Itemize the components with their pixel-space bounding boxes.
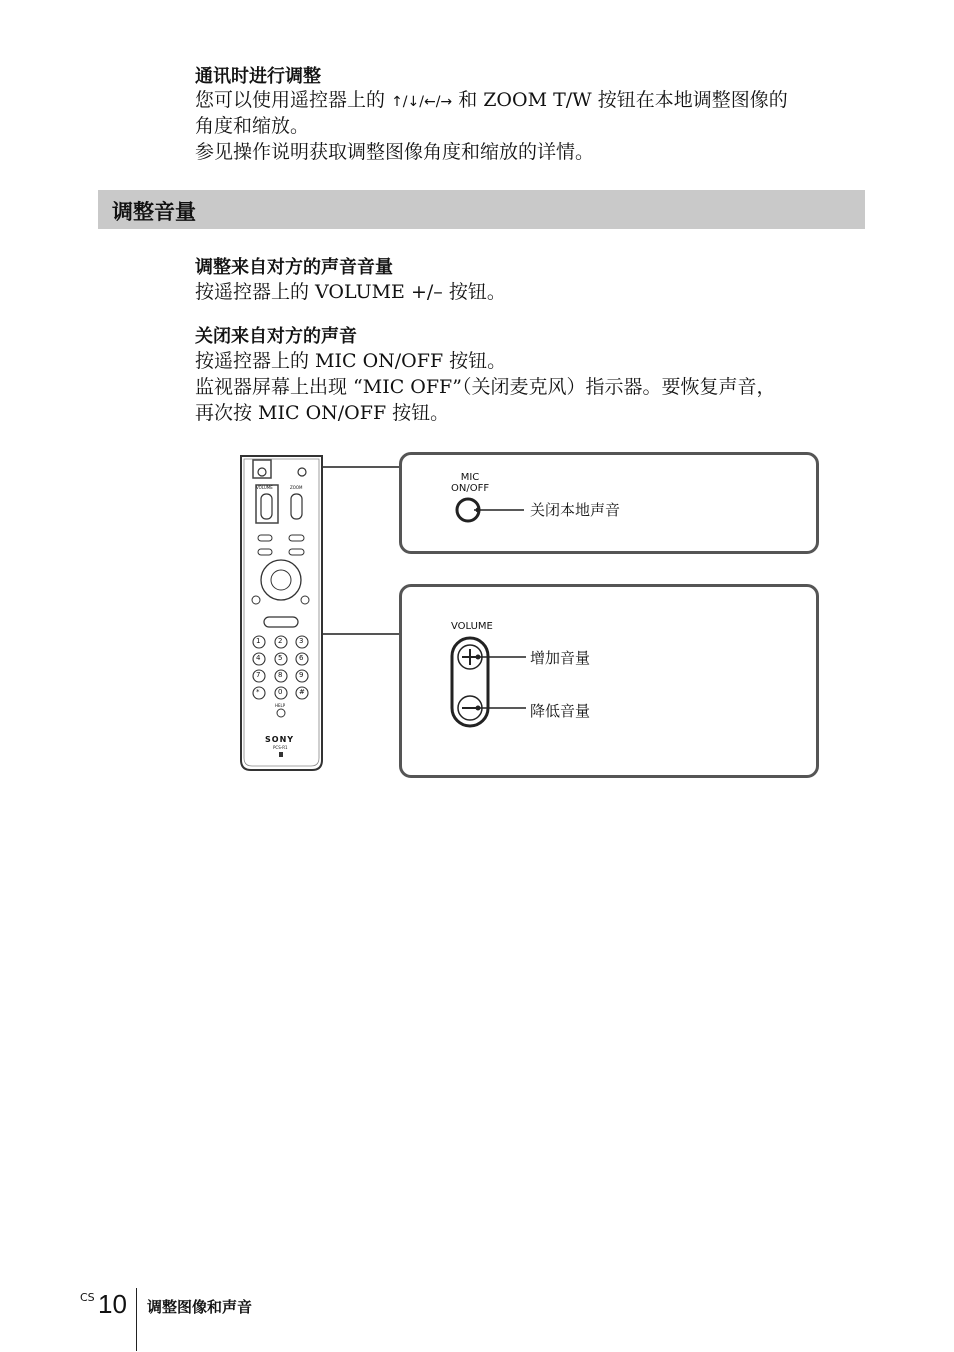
key-3-label: 3 [299,637,304,645]
key-6-label: 6 [299,654,304,662]
section-heading-adjust-during-call: 通讯时进行调整 [195,66,321,87]
subheading-mute: 关闭来自对方的声音 [195,326,357,347]
volume-label: VOLUME [451,621,493,632]
volume-rocker-icon [448,634,528,730]
minus-caption: 降低音量 [530,702,591,720]
mic-caption: 关闭本地声音 [530,501,621,519]
paragraph-line: 再次按 MIC ON/OFF 按钮。 [195,402,450,424]
text-span: 您可以使用遥控器上的 [195,89,386,111]
paragraph-line: 按遥控器上的 VOLUME +/– 按钮。 [195,281,506,303]
remote-volume-small-label: VOLUME [256,485,273,490]
plus-caption: 增加音量 [530,649,591,667]
subheading-volume: 调整来自对方的声音音量 [195,257,393,278]
key-5-label: 5 [278,654,283,662]
paragraph-line: 监视器屏幕上出现 “MIC OFF”（关闭麦克风）指示器。要恢复声音， [195,376,776,398]
ir-icon [279,752,283,757]
remote-zoom-small-label: ZOOM [290,485,303,490]
footer-lang: CS [80,1291,95,1304]
remote-model-label: PCS-R1 [273,745,288,750]
key-9-label: 9 [299,671,304,679]
mic-button-icon [450,495,530,525]
key-4-label: 4 [256,654,261,662]
key-0-label: 0 [278,688,283,696]
text-span: 和 ZOOM T/W 按钮在本地调整图像的 [458,89,788,111]
key-hash-label: # [299,688,305,696]
paragraph-line: 参见操作说明获取调整图像角度和缩放的详情。 [195,141,595,163]
key-2-label: 2 [278,637,283,645]
remote-body [241,456,322,770]
footer-chapter: 调整图像和声音 [147,1298,253,1316]
key-7-label: 7 [256,671,261,679]
arrow-buttons-icon: ↑/↓/←/→ [391,94,453,110]
footer-divider [136,1288,137,1351]
key-1-label: 1 [256,637,261,645]
key-8-label: 8 [278,671,283,679]
mic-label: MIC [460,472,480,483]
mic-onoff-label: ON/OFF [451,483,490,494]
remote-brand-logo: SONY [265,735,295,744]
remote-help-small-label: HELP [275,703,286,708]
paragraph-line: 按遥控器上的 MIC ON/OFF 按钮。 [195,350,507,372]
paragraph-line: 角度和缩放。 [195,115,310,137]
footer-page-number: 10 [98,1289,127,1319]
section-title: 调整音量 [112,200,196,224]
key-star-label: * [256,688,260,696]
